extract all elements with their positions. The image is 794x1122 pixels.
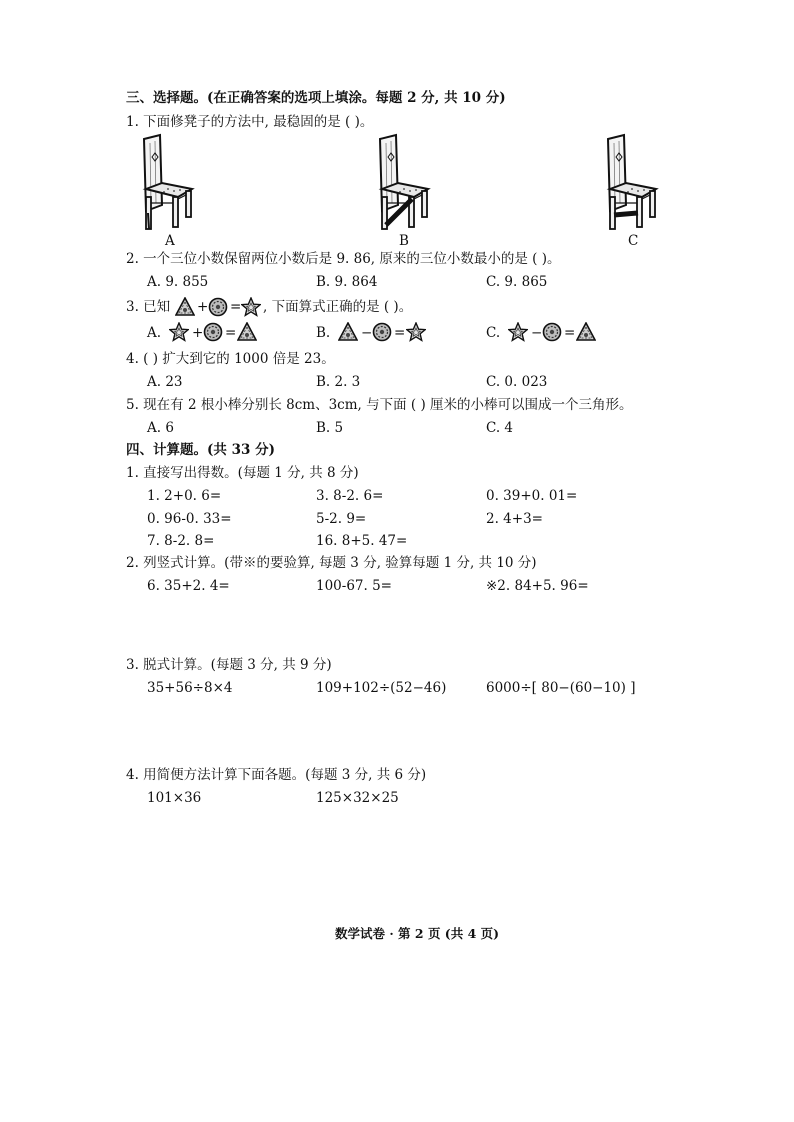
chair-b-illustration (372, 133, 436, 235)
section3-title: 三、选择题。(在正确答案的选项上填涂。每题 2 分, 共 10 分) (126, 90, 506, 106)
circle-coin-icon (208, 297, 228, 317)
calc-q3-title: 3. 脱式计算。(每题 3 分, 共 9 分) (126, 657, 332, 673)
triangle-icon (576, 322, 596, 342)
star-icon (508, 322, 528, 342)
q5-text: 5. 现在有 2 根小棒分别长 8cm、3cm, 与下面 ( ) 厘米的小棒可以围成一个三角形。 (126, 397, 633, 413)
q1-option-c-label[interactable]: C (628, 233, 639, 249)
calc-item: 2. 4+3= (486, 511, 543, 527)
calc-item: 3. 8-2. 6= (316, 488, 384, 504)
vertical-calc-item: 100-67. 5= (316, 578, 392, 594)
q3-prefix: 3. 已知 (126, 299, 171, 315)
q2-option-c[interactable]: C. 9. 865 (486, 274, 548, 290)
calc-q1-title: 1. 直接写出得数。(每题 1 分, 共 8 分) (126, 465, 359, 481)
q2-option-b[interactable]: B. 9. 864 (316, 274, 378, 290)
star-icon (241, 297, 261, 317)
calc-item: 7. 8-2. 8= (147, 533, 215, 549)
q3-given-equation: + = (175, 297, 295, 319)
simplify-calc-item: 101×36 (147, 790, 202, 806)
triangle-icon (338, 322, 358, 342)
q3-suffix: , 下面算式正确的是 ( )。 (263, 299, 413, 315)
vertical-calc-item: 6. 35+2. 4= (147, 578, 230, 594)
stepwise-calc-item: 6000÷[ 80−(60−10) ] (486, 680, 636, 696)
section4-title: 四、计算题。(共 33 分) (126, 442, 275, 458)
calc-item: 0. 96-0. 33= (147, 511, 232, 527)
circle-coin-icon (542, 322, 562, 342)
star-icon (406, 322, 426, 342)
q2-text: 2. 一个三位小数保留两位小数后是 9. 86, 原来的三位小数最小的是 ( )。 (126, 251, 561, 267)
q1-option-b-label[interactable]: B (399, 233, 409, 249)
simplify-calc-item: 125×32×25 (316, 790, 399, 806)
q4-option-c[interactable]: C. 0. 023 (486, 374, 548, 390)
calc-item: 0. 39+0. 01= (486, 488, 578, 504)
chair-c-illustration (600, 133, 664, 235)
q5-option-c[interactable]: C. 4 (486, 420, 514, 436)
q1-text: 1. 下面修凳子的方法中, 最稳固的是 ( )。 (126, 114, 374, 130)
triangle-icon (175, 297, 195, 317)
chair-a-illustration (136, 133, 200, 235)
q4-text: 4. ( ) 扩大到它的 1000 倍是 23。 (126, 351, 335, 367)
q5-option-a[interactable]: A. 6 (147, 420, 174, 436)
calc-item: 5-2. 9= (316, 511, 367, 527)
circle-coin-icon (372, 322, 392, 342)
triangle-icon (237, 322, 257, 342)
q2-option-a[interactable]: A. 9. 855 (147, 274, 209, 290)
q3-option-b[interactable]: B. − = (316, 322, 446, 344)
star-icon (169, 322, 189, 342)
calc-q4-title: 4. 用简便方法计算下面各题。(每题 3 分, 共 6 分) (126, 767, 427, 783)
q4-option-a[interactable]: A. 23 (147, 374, 183, 390)
calc-q2-title: 2. 列竖式计算。(带※的要验算, 每题 3 分, 验算每题 1 分, 共 10 分) (126, 555, 537, 571)
q1-option-a-label[interactable]: A (165, 233, 175, 249)
q3-option-c[interactable]: C. − = (486, 322, 616, 344)
circle-coin-icon (203, 322, 223, 342)
calc-item: 16. 8+5. 47= (316, 533, 408, 549)
page-footer: 数学试卷 · 第 2 页 (共 4 页) (335, 926, 500, 941)
q5-option-b[interactable]: B. 5 (316, 420, 344, 436)
q4-option-b[interactable]: B. 2. 3 (316, 374, 361, 390)
vertical-calc-item: ※2. 84+5. 96= (486, 578, 589, 594)
q3-option-a[interactable]: A. + = (147, 322, 277, 344)
calc-item: 1. 2+0. 6= (147, 488, 222, 504)
stepwise-calc-item: 35+56÷8×4 (147, 680, 233, 696)
stepwise-calc-item: 109+102÷(52−46) (316, 680, 447, 696)
